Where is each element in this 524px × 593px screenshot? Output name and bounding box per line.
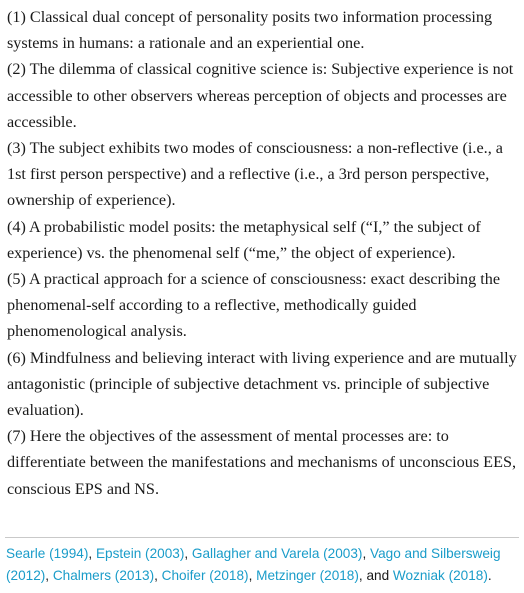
reference-separator: , xyxy=(362,546,371,561)
table-body xyxy=(7,4,519,502)
statement-4: (4) A probabilistic model posits: the metaphysical self (“I,” the subject of experience) vs. the phenomenal self (“me,” the object of experience). xyxy=(7,217,481,262)
reference-link-gallagher-varela[interactable]: Gallagher and Varela (2003) xyxy=(191,546,363,561)
reference-separator: , xyxy=(184,546,192,561)
reference-separator: , xyxy=(45,568,53,583)
reference-separator: , xyxy=(88,546,96,561)
reference-link-epstein[interactable]: Epstein (2003) xyxy=(95,546,185,561)
reference-link-chalmers[interactable]: Chalmers (2013) xyxy=(52,568,155,583)
reference-conjunction: , and xyxy=(358,568,393,583)
statement-3: (3) The subject exhibits two modes of consciousness: a non-reflective (i.e., a 1st first person perspective) and a reflective (i.e., a 3rd person perspective, ownership of experience). xyxy=(7,139,503,210)
statement-5: (5) A practical approach for a science of consciousness: exact describing the phenomenal-self according to a reflective, methodically guided phenomenological analysis. xyxy=(7,270,501,341)
statement-2: (2) The dilemma of classical cognitive science is: Subjective experience is not accessible to other observers whereas perception of objects and processes are accessible. xyxy=(7,60,514,131)
reference-terminator: . xyxy=(487,568,492,583)
reference-separator: , xyxy=(154,568,162,583)
statement-7: (7) Here the objectives of the assessment of mental processes are: to differentiate between the manifestations and mechanisms of unconscious EES, conscious EPS and NS. xyxy=(7,427,517,498)
reference-link-metzinger[interactable]: Metzinger (2018) xyxy=(256,568,359,583)
statement-1: (1) Classical dual concept of personality posits two information processing systems in humans: a rationale and an experiential one. xyxy=(7,8,493,53)
reference-link-searle[interactable]: Searle (1994) xyxy=(6,546,89,561)
references-footer xyxy=(6,543,520,587)
reference-link-choifer[interactable]: Choifer (2018) xyxy=(161,568,249,583)
reference-separator: , xyxy=(248,568,257,583)
reference-link-vago-silbersweig[interactable]: Vago and Silbersweig (2012) xyxy=(6,546,501,583)
reference-link-wozniak[interactable]: Wozniak (2018) xyxy=(392,568,488,583)
footer-divider xyxy=(5,537,519,538)
statement-6: (6) Mindfulness and believing interact with living experience and are mutually antagonistic (principle of subjective detachment vs. principle of subjective evaluation). xyxy=(7,348,517,420)
